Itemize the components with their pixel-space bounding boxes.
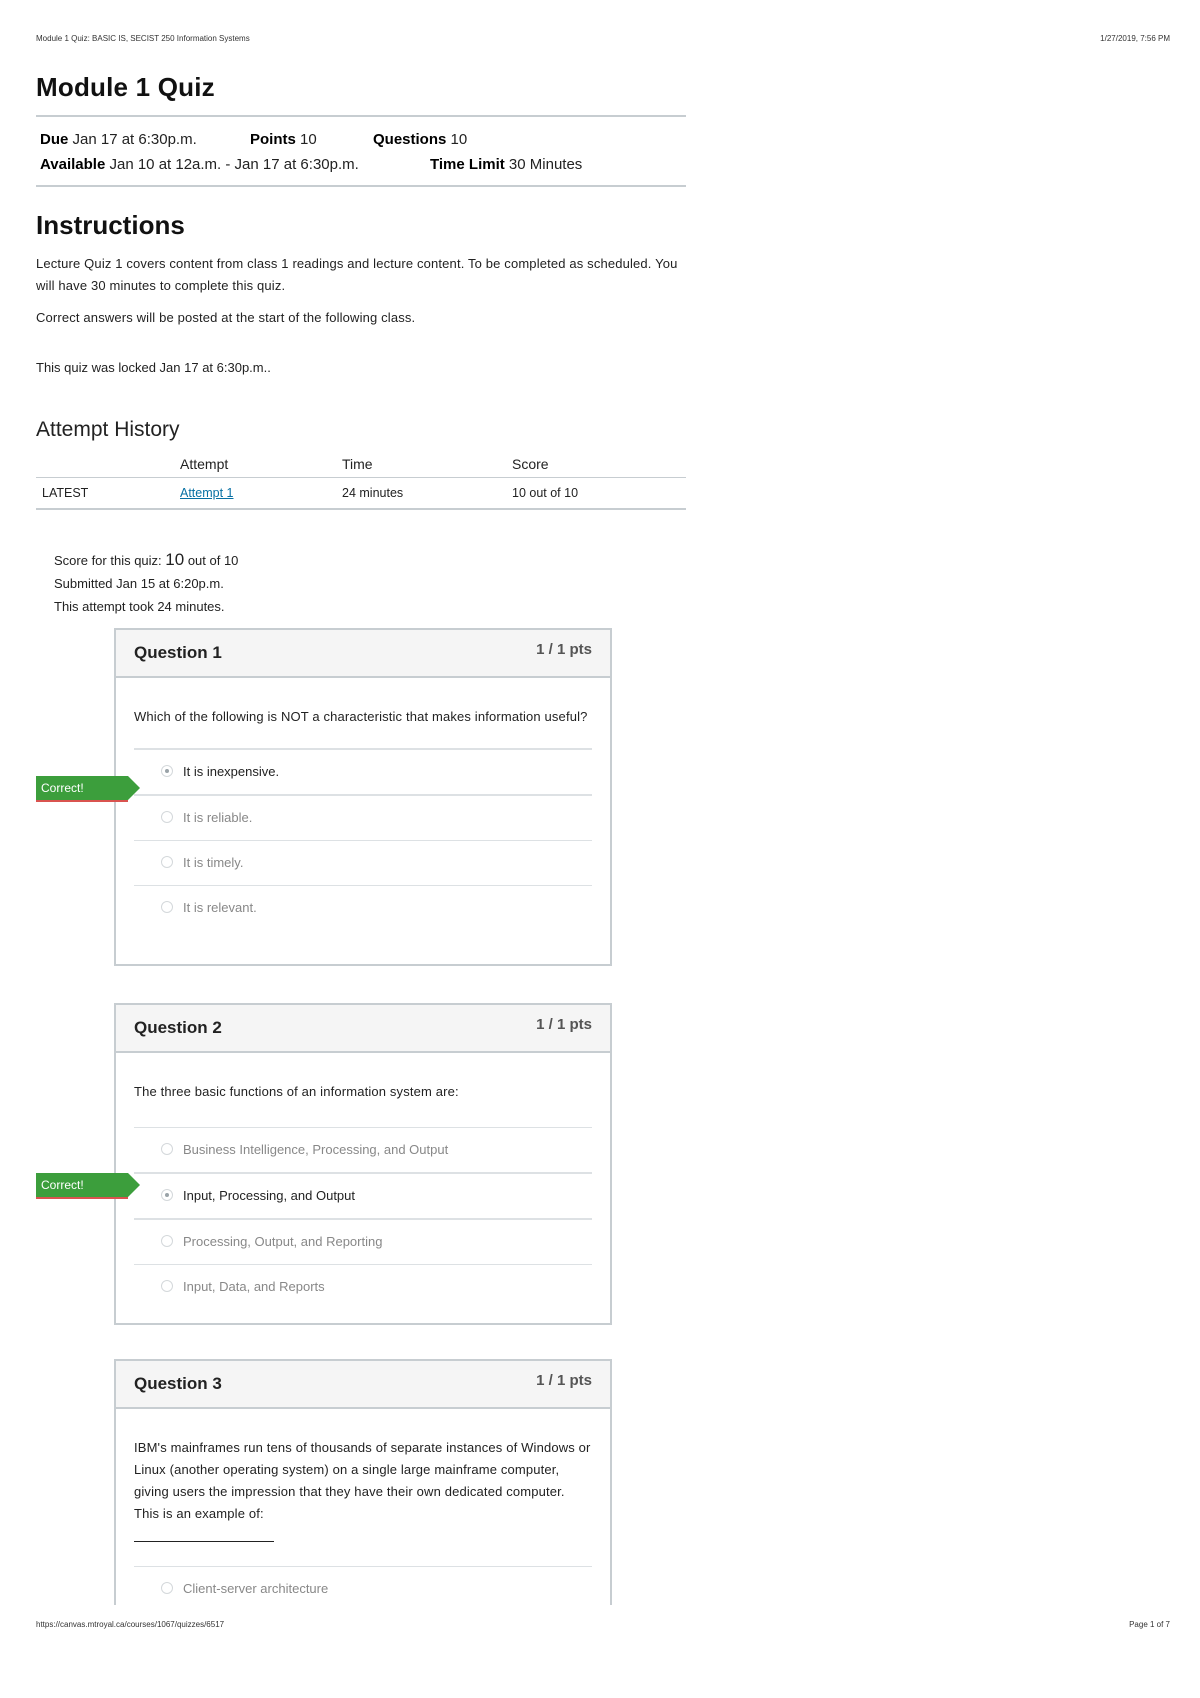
attempt-time: 24 minutes [342, 486, 404, 500]
question-title: Question 1 [134, 643, 222, 662]
attempt-history-table [36, 451, 686, 510]
page-number: Page 1 of 7 [1129, 1620, 1170, 1629]
score-prefix: Score for this quiz: [54, 553, 166, 568]
attempt-duration: This attempt took 24 minutes. [54, 599, 225, 614]
column-header: Time [342, 456, 373, 472]
answer-label: Business Intelligence, Processing, and Output [183, 1142, 449, 1157]
question-header [116, 1361, 610, 1409]
correct-label: Correct! [41, 1178, 84, 1192]
column-header: Attempt [180, 456, 229, 472]
available-label: Available [40, 156, 106, 173]
radio-selected-icon[interactable] [161, 765, 173, 777]
locked-notice: This quiz was locked Jan 17 at 6:30p.m.. [36, 360, 271, 375]
answer-option[interactable] [134, 1127, 592, 1172]
answer-label: It is timely. [183, 855, 244, 870]
answer-option[interactable] [134, 885, 592, 930]
radio-icon[interactable] [161, 811, 173, 823]
answer-label: It is inexpensive. [183, 764, 280, 779]
correct-answer-flag [36, 1173, 128, 1199]
print-footer [36, 1620, 1170, 1632]
time-limit-label: Time Limit [430, 156, 505, 173]
answer-label: Processing, Output, and Reporting [183, 1234, 383, 1249]
print-header-title: Module 1 Quiz: BASIC IS, SECIST 250 Information Systems [36, 34, 250, 43]
print-header [36, 34, 1170, 46]
question-points: 1 / 1 pts [536, 641, 592, 658]
radio-icon[interactable] [161, 856, 173, 868]
answer-label: It is relevant. [183, 900, 257, 915]
question-header [116, 1005, 610, 1053]
print-footer-url: https://canvas.mtroyal.ca/courses/1067/quizzes/6517 [36, 1620, 225, 1629]
answer-list [134, 1566, 592, 1605]
page-title: Module 1 Quiz [36, 72, 215, 102]
answer-option[interactable] [134, 748, 592, 795]
score-suffix: out of 10 [184, 553, 239, 568]
points-value: 10 [300, 131, 317, 148]
radio-icon[interactable] [161, 1235, 173, 1247]
submitted-time: Submitted Jan 15 at 6:20p.m. [54, 576, 224, 591]
question-card [114, 1359, 612, 1605]
quiz-score [54, 548, 686, 572]
correct-answer-flag [36, 776, 128, 802]
correct-label: Correct! [41, 781, 84, 795]
table-row [36, 478, 686, 510]
answer-option[interactable] [134, 1172, 592, 1219]
question-points: 1 / 1 pts [536, 1016, 592, 1033]
divider [36, 185, 686, 187]
answer-label: Input, Data, and Reports [183, 1279, 325, 1294]
attempt-link[interactable]: Attempt 1 [180, 486, 234, 500]
instructions-heading: Instructions [36, 210, 185, 240]
instructions-paragraph: Correct answers will be posted at the start of the following class. [36, 310, 416, 325]
question-title: Question 3 [134, 1374, 222, 1393]
radio-icon[interactable] [161, 1280, 173, 1292]
latest-label: LATEST [42, 486, 89, 500]
time-limit-value: 30 Minutes [508, 156, 583, 173]
answer-option[interactable] [134, 840, 592, 885]
answer-list [134, 1127, 592, 1309]
questions-label: Questions [373, 131, 447, 148]
score-summary [54, 548, 686, 618]
question-points: 1 / 1 pts [536, 1372, 592, 1389]
column-header [36, 451, 180, 478]
due-value: Jan 17 at 6:30p.m. [72, 131, 197, 148]
available-value: Jan 10 at 12a.m. - Jan 17 at 6:30p.m. [109, 156, 359, 173]
question-card [114, 1003, 612, 1325]
question-text: IBM's mainframes run tens of thousands of separate instances of Windows or Linux (another operating system) on a single large mainframe computer, giving users the impression that they have their own dedicated computer. This is an example of: [134, 1440, 591, 1521]
attempt-history-heading: Attempt History [36, 418, 180, 441]
question-card [114, 628, 612, 966]
question-header [116, 630, 610, 678]
radio-icon[interactable] [161, 1143, 173, 1155]
question-text: Which of the following is NOT a characteristic that makes information useful? [134, 709, 588, 724]
instructions-paragraph: Lecture Quiz 1 covers content from class 1 readings and lecture content. To be completed as scheduled. You will have 30 minutes to complete this quiz. [36, 256, 678, 293]
question-title: Question 2 [134, 1018, 222, 1037]
table-header-row [36, 451, 686, 478]
radio-icon[interactable] [161, 1582, 173, 1594]
radio-selected-icon[interactable] [161, 1189, 173, 1201]
due-label: Due [40, 131, 69, 148]
answer-label: Input, Processing, and Output [183, 1188, 355, 1203]
attempt-score: 10 out of 10 [512, 486, 579, 500]
column-header: Score [512, 456, 549, 472]
question-text: The three basic functions of an information system are: [134, 1084, 459, 1099]
points-label: Points [250, 131, 296, 148]
answer-list [134, 748, 592, 930]
answer-option[interactable] [134, 795, 592, 840]
print-header-timestamp: 1/27/2019, 7:56 PM [1100, 34, 1170, 43]
answer-label: Client-server architecture [183, 1581, 329, 1596]
quiz-content [36, 70, 686, 618]
answer-option[interactable] [134, 1264, 592, 1309]
answer-label: It is reliable. [183, 810, 253, 825]
radio-icon[interactable] [161, 901, 173, 913]
fill-in-blank-line [134, 1541, 274, 1542]
quiz-details [36, 117, 686, 185]
questions-value: 10 [450, 131, 468, 148]
score-value: 10 [165, 550, 185, 569]
answer-option[interactable] [134, 1566, 592, 1605]
answer-option[interactable] [134, 1219, 592, 1264]
